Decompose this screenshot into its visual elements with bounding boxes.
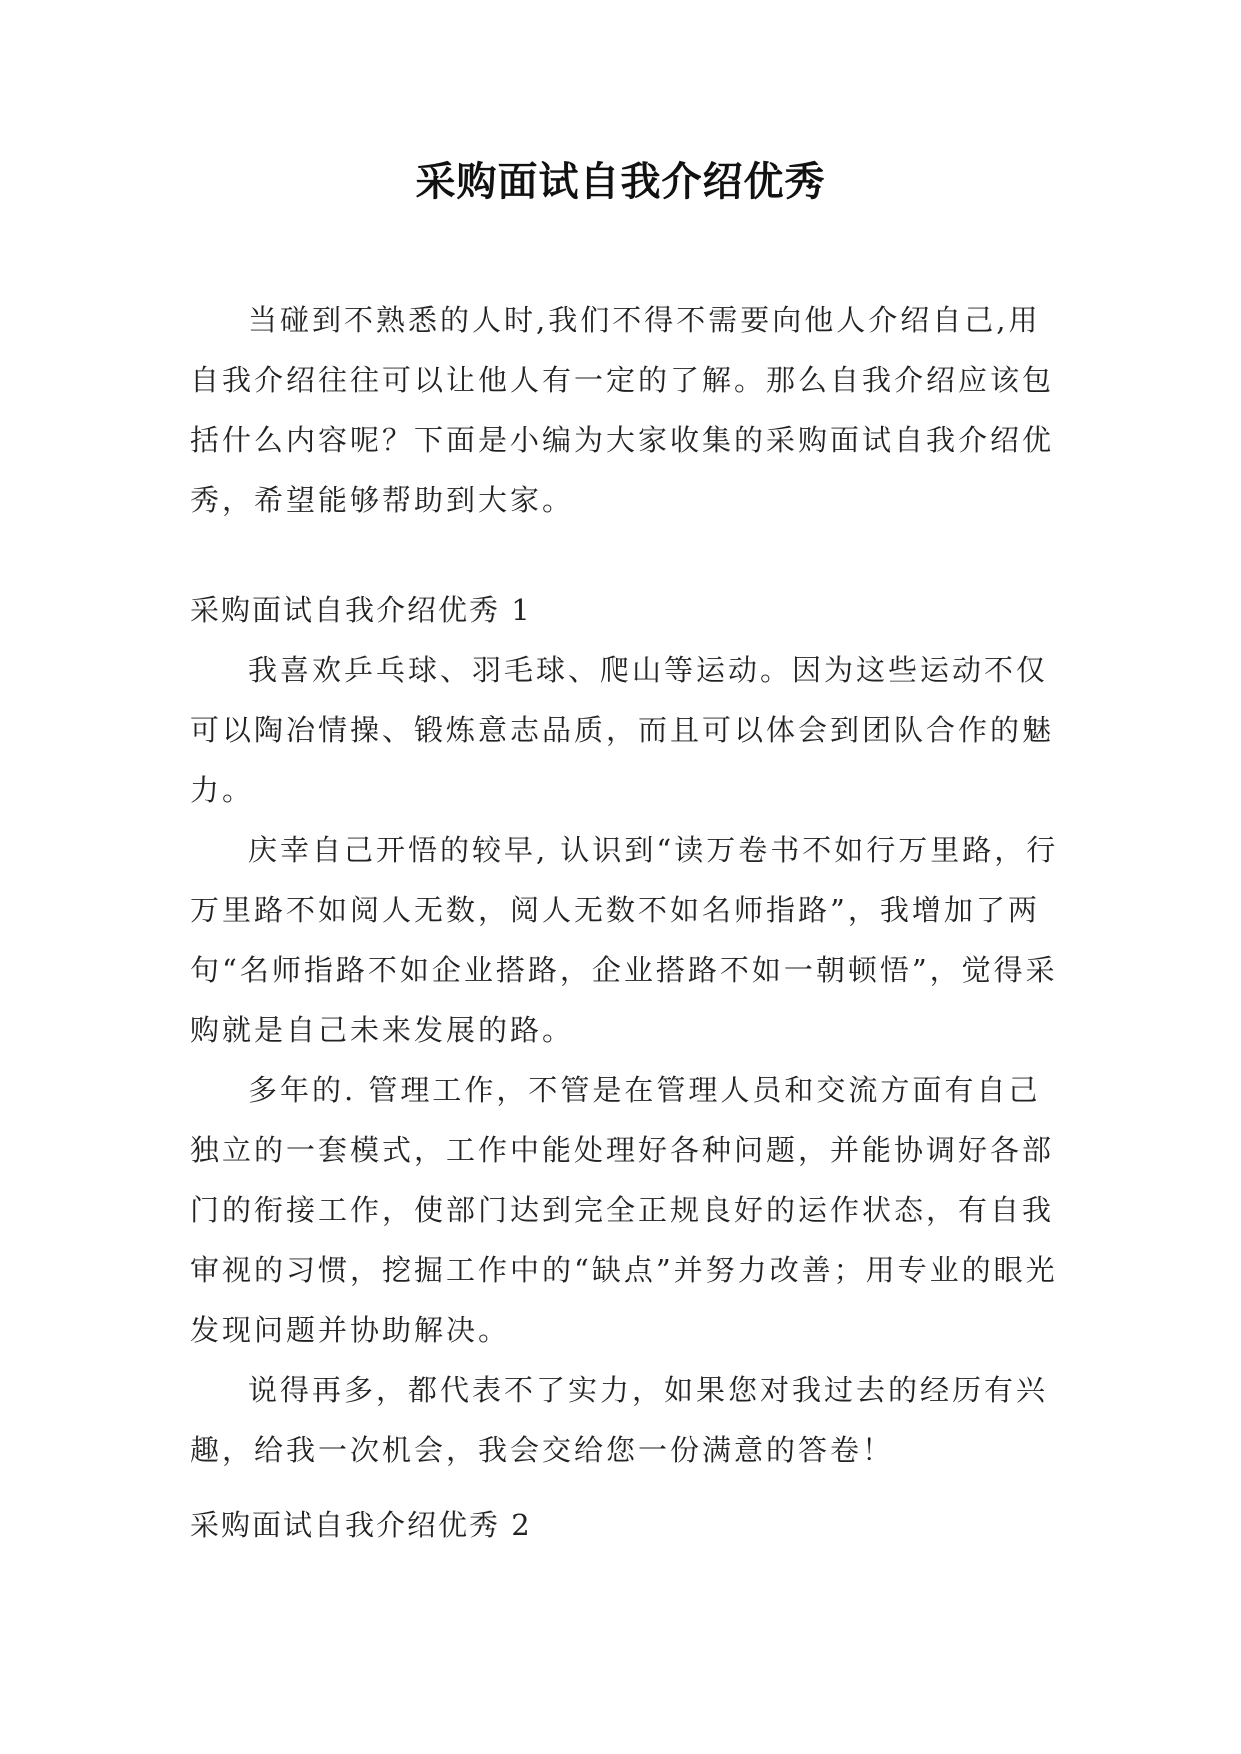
section-body-1 [190,640,1060,1480]
section-heading-1: 采购面试自我介绍优秀 1 [190,593,532,627]
section-1-paragraph-4: 说得再多，都代表不了实力，如果您对我过去的经历有兴趣，给我一次机会，我会交给您一份满意的答卷！ [190,1373,1049,1467]
intro-paragraph: 当碰到不熟悉的人时,我们不得不需要向他人介绍自己,用自我介绍往往可以让他人有一定的了解。那么自我介绍应该包括什么内容呢？下面是小编为大家收集的采购面试自我介绍优秀，希望能够帮助到大家。 [190,303,1055,517]
section-1-paragraph-1: 我喜欢乒乓球、羽毛球、爬山等运动。因为这些运动不仅可以陶冶情操、锻炼意志品质，而且可以体会到团队合作的魅力。 [190,653,1055,807]
section-1-paragraph-2: 庆幸自己开悟的较早, 认识到“读万卷书不如行万里路，行万里路不如阅人无数，阅人无数不如名师指路”，我增加了两句“名师指路不如企业搭路，企业搭路不如一朝顿悟”，觉得采购就是自己未来发展的路。 [190,833,1059,1047]
section-1-paragraph-3: 多年的. 管理工作，不管是在管理人员和交流方面有自己独立的一套模式，工作中能处理好各种问题，并能协调好各部门的衔接工作，使部门达到完全正规良好的运作状态，有自我审视的习惯，挖掘工作中的“缺点”并努力改善；用专业的眼光发现问题并协助解决。 [190,1073,1058,1347]
document-title: 采购面试自我介绍优秀 [415,159,826,205]
section-heading-2: 采购面试自我介绍优秀 2 [190,1508,532,1542]
intro-section [190,290,1060,530]
